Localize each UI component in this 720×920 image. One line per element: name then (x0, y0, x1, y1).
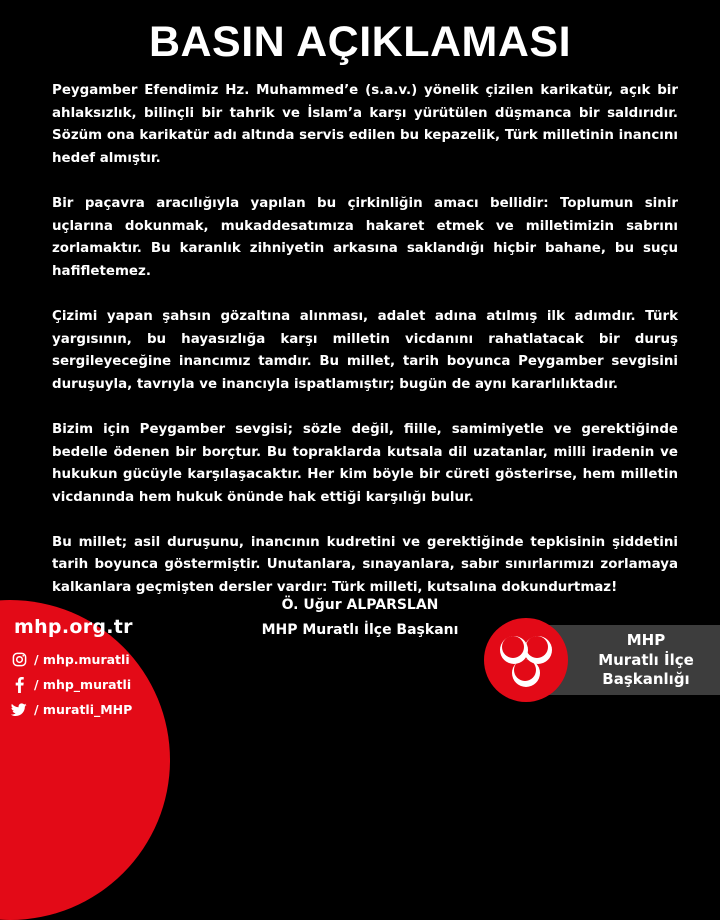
mhp-crescents-logo (484, 618, 568, 702)
twitter-link[interactable] (10, 697, 180, 722)
signatory-name: Ö. Uğur ALPARSLAN (281, 597, 439, 613)
badge-text (572, 631, 720, 690)
instagram-link[interactable] (10, 647, 180, 672)
badge-line-1: MHP (626, 631, 666, 649)
badge-line-3: Başkanlığı (602, 670, 690, 688)
website-link[interactable]: mhp.org.tr (14, 616, 133, 638)
paragraph-5: Bu millet; asil duruşunu, inancının kudretini ve gerektiğinde tepkisinin şiddetini tarih boyunca göstermiştir. Unutanlara, sınayanlara, sabır sınırlarımızı zorlamaya kalkanlara geçmişten dersler vardır: Türk milleti, kutsalına dokundurtmaz! (52, 534, 678, 596)
twitter-handle: / muratli_MHP (34, 702, 133, 717)
paragraph-3: Çizimi yapan şahsın gözaltına alınması, adalet adına atılmış ilk adımdır. Türk yargısının, bu hayasızlığa karşı milletin vicdanını rahatlatacak bir duruş sergileyeceğine inancımız tamdır. Bu millet, tarih boyunca Peygamber sevgisini duruşuyla, tavrıyla ve inancıyla ispatlamıştır; bugün de aynı kararlılıktadır. (52, 308, 678, 392)
instagram-handle: / mhp.muratli (34, 652, 130, 667)
statement-body (52, 80, 678, 622)
facebook-icon (10, 676, 28, 694)
paragraph-1: Peygamber Efendimiz Hz. Muhammed’e (s.a.v.) yönelik çizilen karikatür, açık bir ahlaksızlık, bilinçli bir tahrik ve İslam’a karşı yürütülen düşmanca bir saldırıdır. Sözüm ona karikatür adı altında servis edilen bu kepazelik, Türk milletinin inancını hedef almıştır. (52, 83, 678, 166)
facebook-link[interactable] (10, 672, 180, 697)
page-title: BASIN AÇIKLAMASI (148, 18, 572, 66)
signature-block (232, 593, 488, 643)
facebook-handle: / mhp_muratli (34, 677, 132, 692)
social-links (10, 616, 180, 722)
badge-line-2: Muratlı İlçe (598, 650, 694, 669)
twitter-icon (10, 701, 28, 719)
instagram-icon (10, 651, 28, 669)
signatory-role: MHP Muratlı İlçe Başkanı (261, 622, 459, 638)
paragraph-2: Bir paçavra aracılığıyla yapılan bu çirkinliğin amacı bellidir: Toplumun sinir uçlarına dokunmak, mukaddesatımıza hakaret etmek ve milletimizin sabrını zorlamaktır. Bu karanlık zihniyetin arkasına saklandığı hiçbir bahane, bu suçu hafifletemez. (52, 195, 678, 279)
paragraph-4: Bizim için Peygamber sevgisi; sözle değil, fiille, samimiyetle ve gerektiğinde bedelle ödenen bir borçtur. Bu topraklarda kutsala dil uzatanlar, milli iradenin ve hukukun gücüyle karşılaşacaktır. Her kim böyle bir cüreti gösterirse, hem milletin vicdanında hem hukuk önünde hak ettiği karşılığı bulur. (52, 421, 678, 505)
